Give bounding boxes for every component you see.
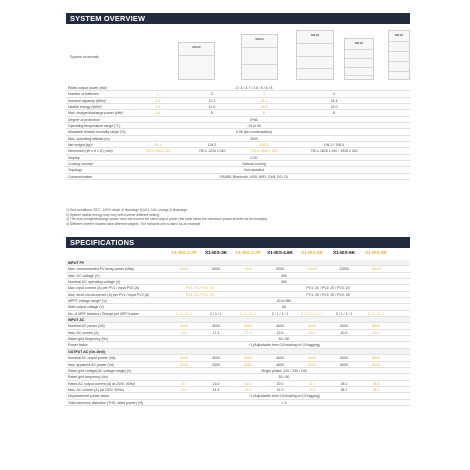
row-value: 8 [333,111,335,116]
row-label: Max. input current (A) per PV1 / input PV2 (A) [68,286,140,291]
model-name: X1-IES-3.7K [235,251,261,256]
row-value: 730 x 1826 x 240 / 1926 x 240 [310,149,358,154]
row-value: ~1 (Adjustable from 0.8 leading to 0.8 lagging) [248,394,320,399]
model-name: X1-IES-4.6K [267,251,293,256]
row-label: Net weight (kg)* [68,143,93,148]
footnotes [66,208,410,226]
row-value: 16.5 [260,105,268,110]
row-value: 2 / 1 / 1 / 1 / 1 [301,311,323,316]
row-value: 6000 [340,356,348,361]
row-value: 7400 [244,267,252,272]
row-label: Rated grid frequency (Hz) [68,337,109,342]
system-overview-header [66,13,410,24]
row-value: IP66 [250,117,258,122]
row-value: Single phase, 220 / 230 / 240 [261,368,307,373]
row-value: 13.0 [212,381,220,386]
row-label: Topology [68,168,83,173]
row-value: 0-95 (No condensation) [235,130,273,135]
row-value: 4600 [276,324,284,329]
row-value: 91.4 [154,143,162,148]
model-name: X1-IES-6K [332,251,356,256]
row-value: 23.0 [308,387,316,392]
row-label: Max. short circuit current (A) per PV1 / input PV2 (A) [68,292,150,297]
unit-logo: SOLAX [310,34,320,37]
row-label: Start output voltage (V) [68,305,104,310]
row-value: 19.5 [276,330,284,335]
row-value: 40.0 [372,330,380,335]
row-value: 26.1 [340,381,348,386]
row-value: 163.3 [259,143,269,148]
row-label: Rated grid frequency (Hz) [68,375,109,380]
row-value: 4.6 [155,111,161,116]
row-value: 3000 [212,356,220,361]
row-value: 6.1 [155,98,161,103]
row-value: 5.5 [155,105,161,110]
row-label: Nominal AC power (VA) [68,324,105,329]
row-value: 4000 [180,267,188,272]
row-value: 50 [282,305,286,310]
row-label: No. of MPP trackers / Strings per MPP tracker [68,311,140,316]
row-value: PV1: 25 / PV2: 25 / PV3: 25 [306,292,350,297]
row-value: 6000 [212,267,220,272]
row-value: 3 / 1 / 1 / 1 [367,311,385,316]
row-value: 17.4 [244,330,252,335]
row-value: 40 to 550 [276,299,292,304]
row-value: 8000 [372,324,380,329]
row-value: 3000 [212,324,220,329]
row-label: Communication [68,174,93,179]
model-name: X1-IES-5K [300,251,324,256]
row-value: 34.8 [372,381,380,386]
row-label: Allowable relative humidity range (%) [68,130,126,135]
row-label: Max. AC current (A) (at 230V, 50Hz) [68,387,124,392]
row-label: Cooling concept [68,162,94,167]
row-value: 50 / 60 [278,375,290,380]
specifications-table [66,260,410,406]
row-value: 8000 [372,356,380,361]
battery-unit-3 [296,30,334,80]
footnote: 4) Different inverter models have different weights. The heaviest one is taken as an example. [66,221,202,226]
row-value: 21.0 [276,387,284,392]
row-value: 3680 [244,324,252,329]
row-value: 24.4 [330,98,338,103]
row-value: 2000 [180,356,188,361]
row-value: 9200 [276,267,284,272]
row-label: Operating temperature range (°C) [68,124,121,129]
row-value: 14.4 [212,387,220,392]
footnote: 1) Test conditions: 25°C, 100% depth of discharge (DoD), 0.5C charge & discharge. [66,208,188,212]
row-label: Nominal AC output power (VA) [68,356,116,361]
row-value: 2 [211,92,213,97]
row-value: 4600 [276,356,284,361]
row-value: 2 / 1 / 1 [210,311,222,316]
row-value: 194.2 / 196.4 [323,143,345,148]
row-value: 4600 [308,356,316,361]
row-label: Max. charge/discharge power (kW)* [68,111,124,116]
row-value: 8 [211,111,213,116]
row-label: Rated grid voltage(AC voltage range) (V) [68,368,132,373]
row-label: OUTPUT AC (On-Grid) [68,349,105,354]
row-label: Dimension (W x H x D) (mm) [68,149,113,154]
row-value: 10.0 [180,387,188,392]
row-label: Max. DC voltage (V) [68,273,100,278]
battery-unit-4 [344,38,374,80]
row-value: 20.0 [276,381,284,386]
row-value: ~1 (Adjustable from 0.8 leading to 0.8 lagging) [248,343,320,348]
row-value: 2 / 3 / 3.7 / 4.6 / 5 / 6 / 8 [235,86,273,90]
battery-unit-5 [388,30,410,80]
row-value: 2 / 1 / 1 / 1 [175,311,193,316]
specifications-header [66,237,410,248]
row-value: 2 / 1 / 1 / 1 [239,311,257,316]
row-label: Max. recommended PV array power (kWp) [68,267,135,272]
row-label: INPUT AC [68,318,85,323]
row-value: 3680 [244,356,252,361]
row-value: 730 x 1226 x 240 [198,149,226,154]
unit-logo: SOLAX [255,38,264,41]
row-value: 17.4 [212,330,220,335]
row-value: 3680 [244,362,252,367]
row-label: Nominal DC operating voltage (V) [68,280,121,285]
row-value: 3000 [250,136,258,141]
model-name: X1-IES-3K [204,251,228,256]
row-value: 10000 [307,267,317,272]
row-value: PV1: 20 / PV2: 20 [186,292,214,297]
row-value: 8 [263,111,265,116]
row-value: < 3 [281,400,287,405]
row-value: 6000 [340,324,348,329]
row-value: 12000 [339,267,349,272]
row-value: 22.0 [330,105,338,110]
row-label: Rated output power (kW) [68,86,107,90]
row-value: 730 x 926 x 240 [145,149,171,154]
model-header-row [66,251,410,259]
row-value: Non-isolated [244,168,264,173]
schematic-label: System schematic [70,55,100,59]
row-value: 16.0 [244,387,252,392]
row-value: 730 x 1526 x 240 [250,149,278,154]
row-label: Nominal capacity (kWh)* [68,98,107,103]
row-value: 360 [281,280,287,285]
row-label: Power factor [68,343,88,348]
row-value: LCD [250,155,258,160]
row-value: 2 / 1 / 1 / 1 [271,311,289,316]
battery-unit-1 [178,42,215,80]
row-value: 36.0 [372,387,380,392]
table-row [66,400,410,406]
row-value: PV1: 16 / PV2: 16 [186,286,214,291]
row-value: 3 [263,92,265,97]
specifications-title: SPECIFICATIONS [70,238,135,247]
row-value: 21.7 [308,381,316,386]
row-label: Number of batteries [68,92,99,97]
row-value: 124.2 [207,143,217,148]
unit-logo: SOLAX [192,46,201,49]
row-value: 11.0 [208,105,216,110]
row-value: 40.0 [340,330,348,335]
row-value: 2200 [180,362,188,367]
row-value: 28.7 [340,387,348,392]
footnote: 2) System usable energy may vary with inverter different setting. [66,212,160,217]
row-value: -10 to 50 [247,124,261,129]
row-label: Usable energy (kWh)* [68,105,103,110]
row-value: 8.7 [181,381,187,386]
row-value: 2000 [180,324,188,329]
row-label: Displacement power factor [68,394,110,399]
row-value: 5000 [308,324,316,329]
table-row [66,174,410,180]
system-overview-table [66,85,410,180]
model-name: X1-IES-8K [364,251,388,256]
system-overview-title: SYSTEM OVERVIEW [70,14,146,23]
row-label: Max. AC current (A) [68,330,99,335]
row-value: 3300 [212,362,220,367]
row-value: 1 [157,92,159,97]
row-label: Rated AC output current (A) at 230V, 50Hz) [68,381,136,386]
row-value: 6000 [340,362,348,367]
row-value: 16.0 [244,381,252,386]
row-value: 40.0 [308,330,316,335]
row-value: 16000 [371,267,381,272]
row-label: MPPT voltage range* (V) [68,299,107,304]
row-value: 600 [281,273,287,278]
system-schematic [66,30,410,80]
row-value: Natural cooling [242,162,266,167]
battery-unit-2 [241,34,278,80]
row-value: 5000 [308,362,316,367]
row-value: 3 / 1 / 1 / 1 [335,311,353,316]
row-value: PV1: 20 / PV2: 20 / PV3: 20 [306,286,350,291]
model-name: X1-IES-3.7K [171,251,197,256]
row-label: Degree of protection [68,117,100,122]
row-label: Display [68,155,80,160]
row-value: 4 [333,92,335,97]
unit-logo: SOLAX [394,34,404,37]
row-value: RS485, Bluetooth, USB, WiFi, CAN, DO, DI [220,174,288,179]
row-label: Total harmonic distortion (THD, rated power) (%) [68,400,144,405]
row-label: INPUT PV [68,261,85,265]
row-label: Max. operating altitude (m) [68,136,110,141]
row-value: 12.2 [208,98,216,103]
footnote: 3) The max charge/discharge power must not exceed the rated output power (the table takes the maximum power inverter as an example). [66,217,269,222]
row-value: 9.6 [181,330,187,335]
row-label: Max. apparent AC power (VA) [68,362,115,367]
row-value: 50 / 60 [278,337,290,342]
unit-logo: SOLAX [354,42,364,45]
row-value: 18.3 [260,98,268,103]
row-value: 4600 [276,362,284,367]
row-value: 8000 [372,362,380,367]
